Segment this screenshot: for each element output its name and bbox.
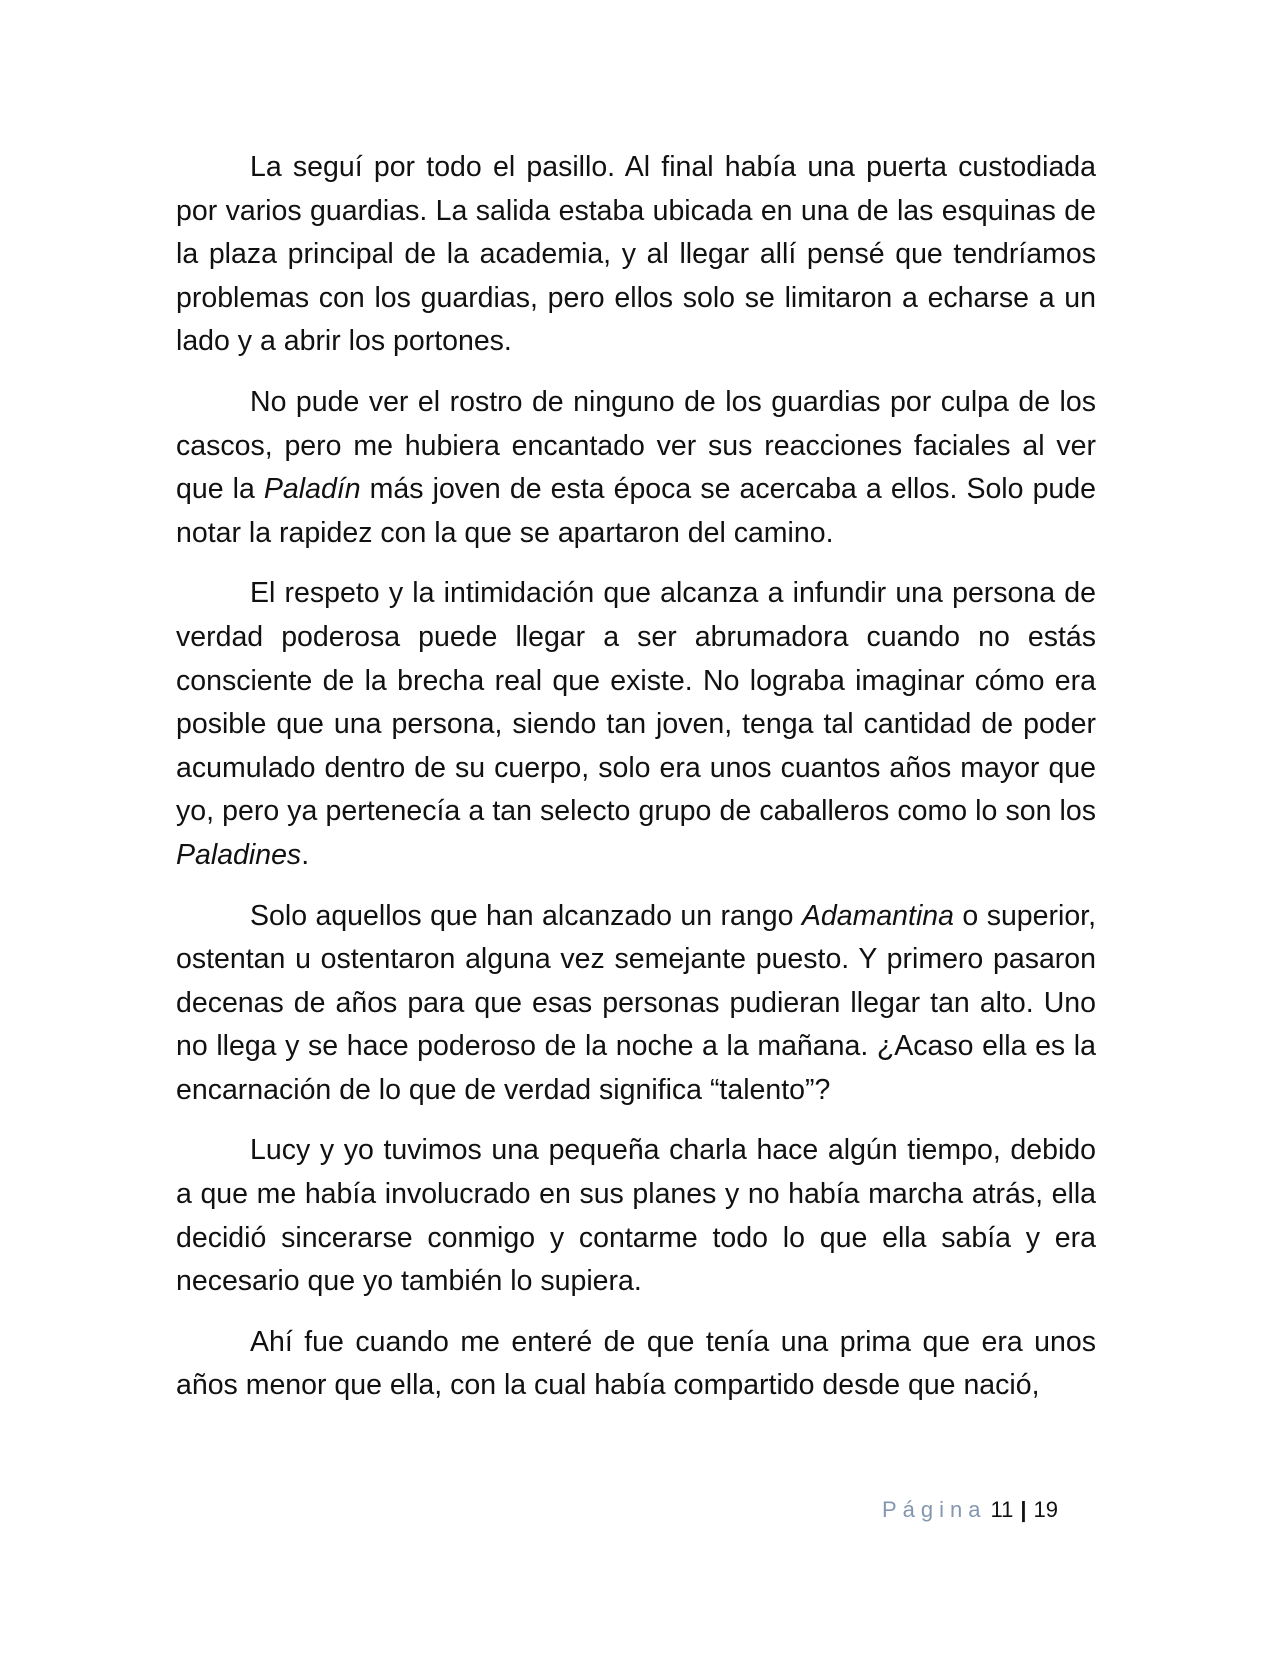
paragraph: Solo aquellos que han alcanzado un rango Adamantina o superior, ostentan u ostentaron alguna vez semejante puesto. Y primero pasaron decenas de años para que esas personas pudieran llegar tan alto. Uno no llega y se hace poderoso de la noche a la mañana. ¿Acaso ella es la encarnación de lo que de verdad significa “talento”? bbox=[176, 899, 1097, 1106]
page-label: Página bbox=[882, 1497, 987, 1522]
italic-term: Paladín bbox=[263, 473, 361, 506]
body-text bbox=[176, 146, 1096, 1425]
paragraph: No pude ver el rostro de ninguno de los guardias por culpa de los cascos, pero me hubiera encantado ver sus reacciones faciales al ver que la Paladín más joven de esta época se acercaba a ellos. Solo pude notar la rapidez con la que se apartaron del camino. bbox=[176, 385, 1096, 549]
paragraph: El respeto y la intimidación que alcanza a infundir una persona de verdad poderosa puede llegar a ser abrumadora cuando no estás consciente de la brecha real que existe. No lograba imaginar cómo era posible que una persona, siendo tan joven, tenga tal cantidad de poder acumulado dentro de su cuerpo, solo era unos cuantos años mayor que yo, pero ya pertenecía a tan selecto grupo de caballeros como lo son los Paladines. bbox=[176, 577, 1096, 871]
current-page-number: 11 bbox=[990, 1497, 1014, 1522]
page-separator: | bbox=[1020, 1497, 1027, 1522]
page-footer bbox=[882, 1497, 1058, 1523]
italic-term: Adamantina bbox=[801, 899, 954, 932]
paragraph: Lucy y yo tuvimos una pequeña charla hace algún tiempo, debido a que me había involucrado en sus planes y no había marcha atrás, ella decidió sincerarse conmigo y contarme todo lo que ella sabía y era necesario que yo también lo supiera. bbox=[176, 1134, 1096, 1298]
paragraph: Ahí fue cuando me enteré de que tenía una prima que era unos años menor que ella, con la cual había compartido desde que nació, bbox=[176, 1325, 1096, 1402]
total-pages-number: 19 bbox=[1033, 1497, 1058, 1522]
paragraph: La seguí por todo el pasillo. Al final había una puerta custodiada por varios guardias. La salida estaba ubicada en una de las esquinas de la plaza principal de la academia, y al llegar allí pensé que tendríamos problemas con los guardias, pero ellos solo se limitaron a echarse a un lado y a abrir los portones. bbox=[176, 151, 1096, 358]
italic-term: Paladines bbox=[176, 838, 302, 871]
